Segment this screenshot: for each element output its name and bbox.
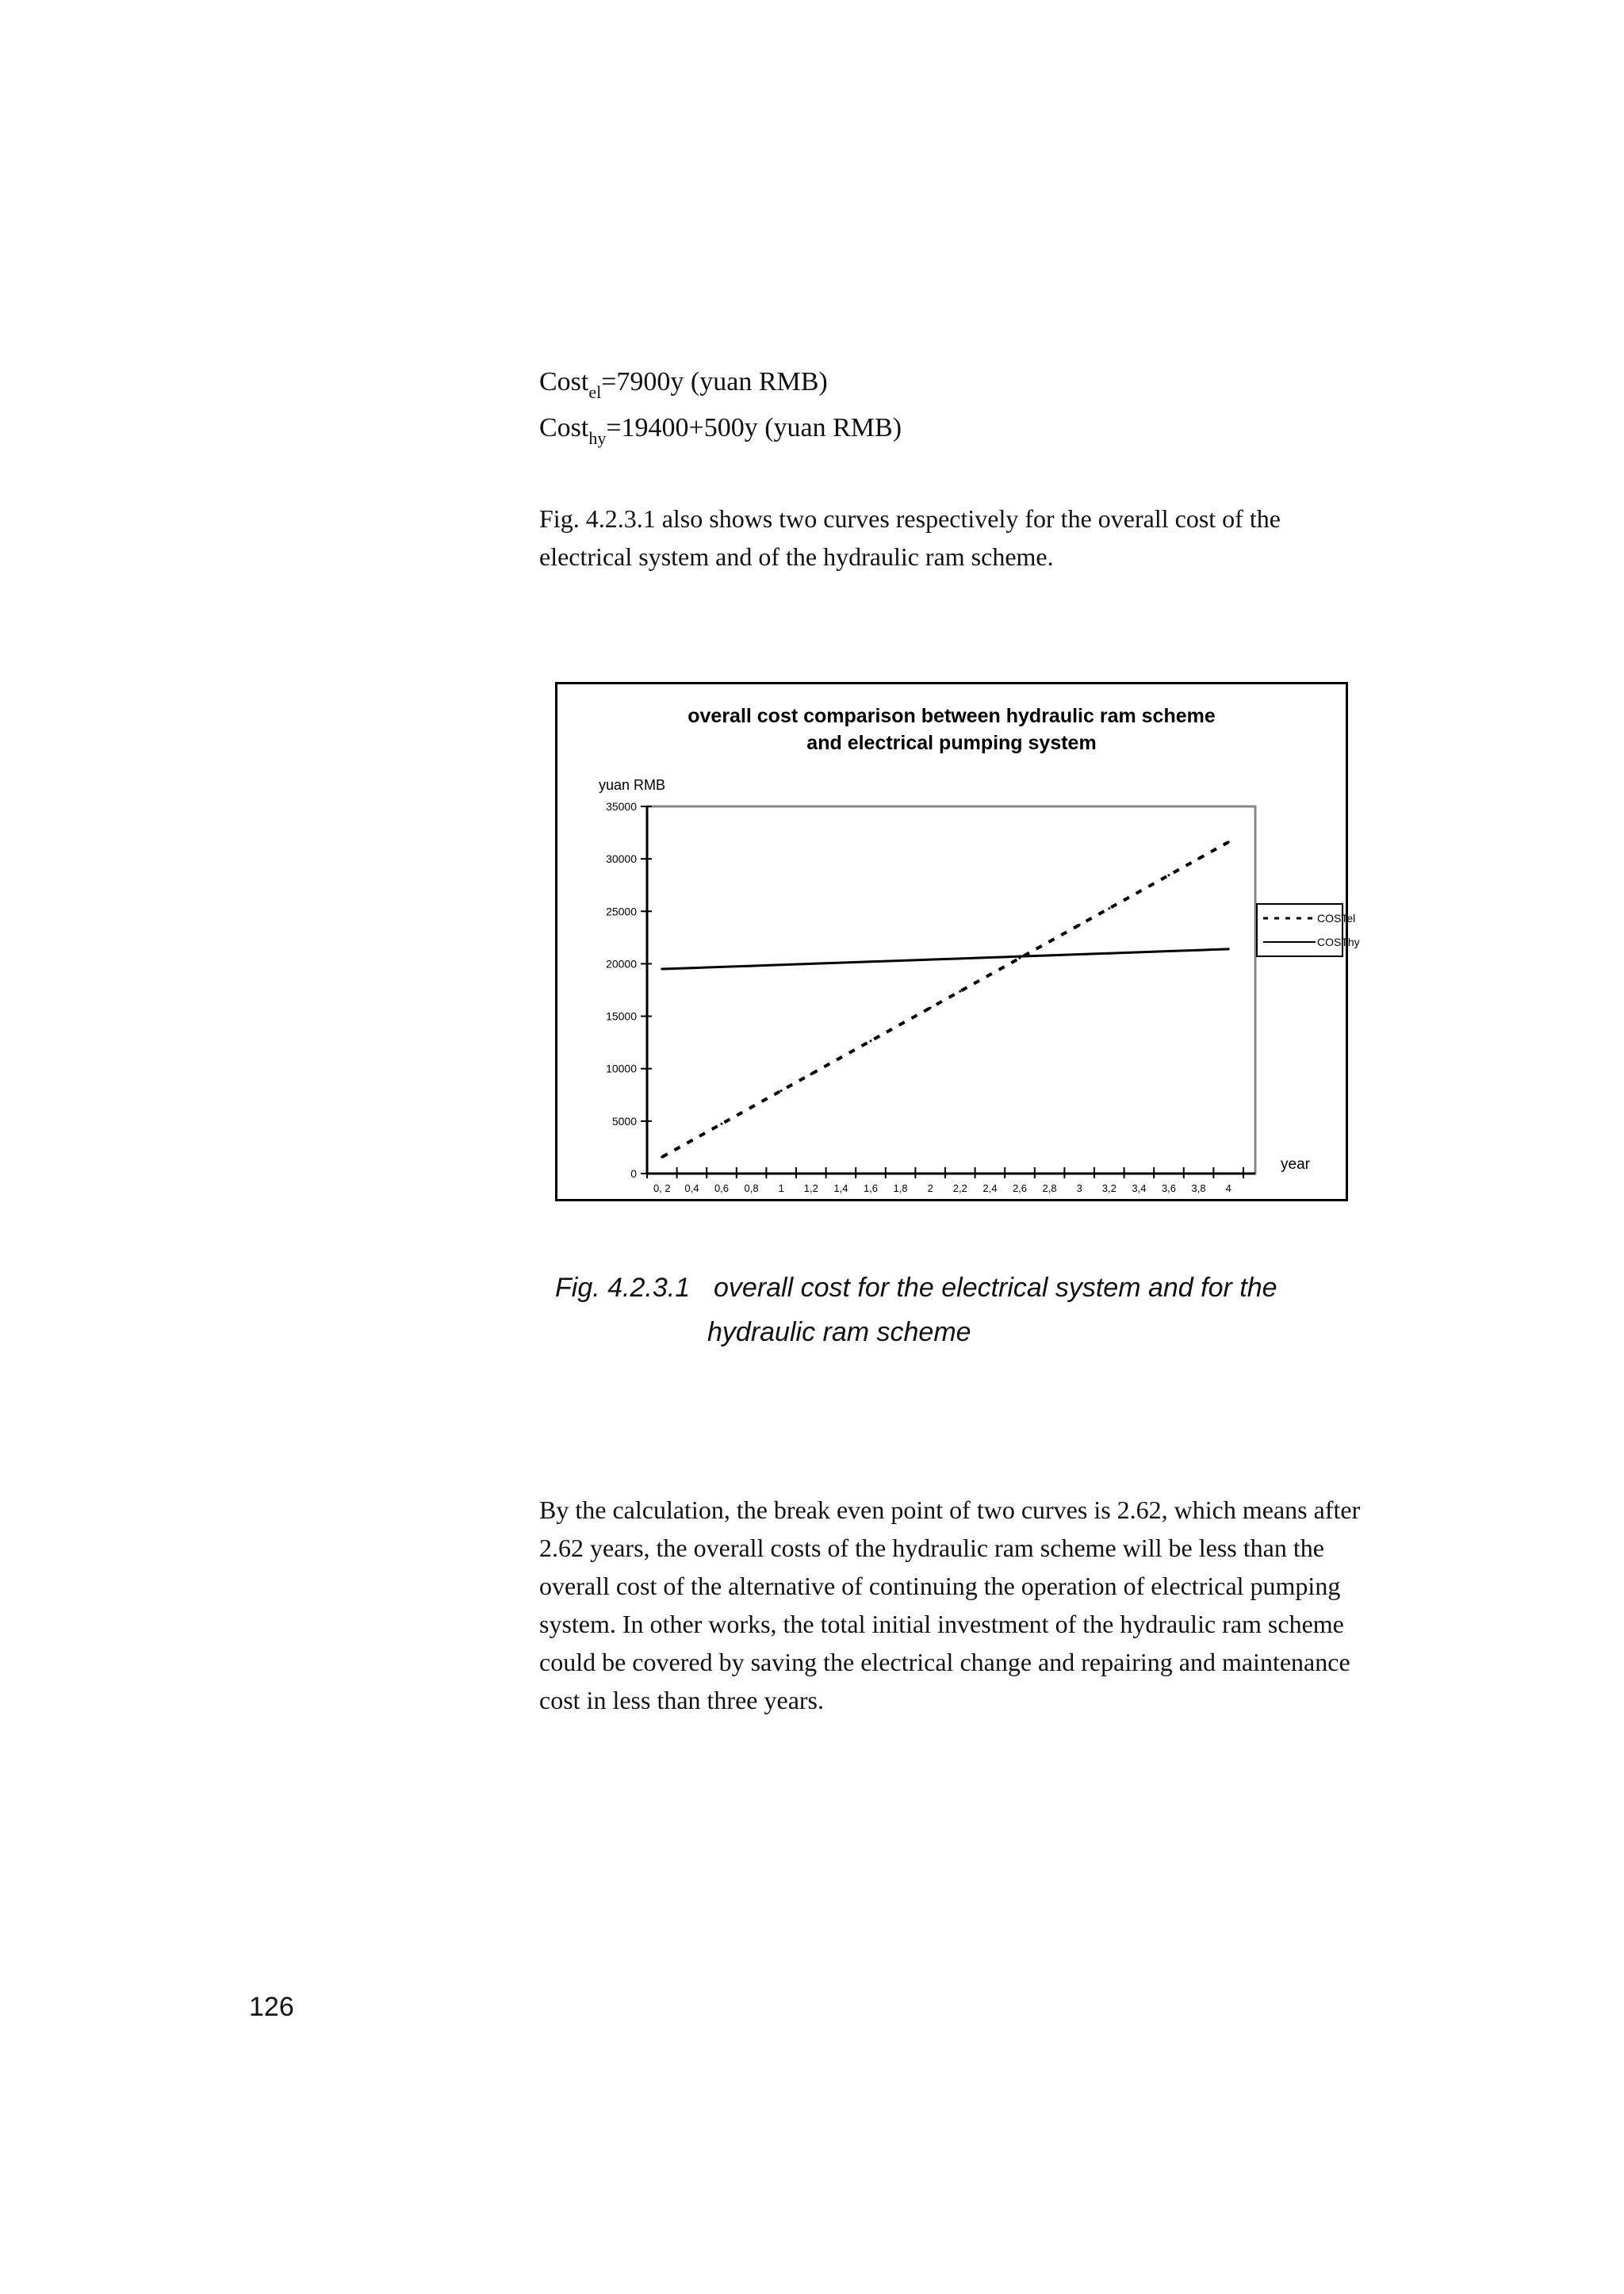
caption-text-line1: overall cost for the electrical system and for the: [714, 1273, 1277, 1303]
x-tick-label: 2,6: [1012, 1182, 1028, 1194]
data-point-costhy: [1048, 954, 1051, 956]
y-axis-label: yuan RMB: [599, 777, 666, 793]
chart-frame: [555, 682, 1360, 1201]
x-tick-label: 1,6: [863, 1182, 879, 1194]
page-number: 126: [249, 1992, 294, 2022]
x-tick-label: 0,4: [684, 1182, 699, 1194]
y-tick-label: 0: [630, 1167, 637, 1180]
chart-title-line2: and electrical pumping system: [806, 732, 1097, 754]
data-point-costhy: [840, 962, 842, 964]
data-point-costhy: [661, 968, 663, 971]
data-point-costel: [691, 1139, 693, 1142]
data-point-costel: [1048, 940, 1051, 943]
data-point-costel: [661, 1156, 663, 1158]
data-point-costhy: [989, 956, 991, 959]
data-point-costhy: [721, 966, 723, 968]
caption-number: Fig. 4.2.3.1: [555, 1273, 691, 1303]
cost-comparison-chart: [557, 684, 1360, 1199]
data-point-costel: [1168, 874, 1170, 876]
data-point-costel: [750, 1106, 753, 1109]
data-point-costhy: [1019, 956, 1021, 958]
x-tick-label: 2,4: [982, 1182, 998, 1194]
y-tick-label: 20000: [606, 957, 637, 971]
equation-el-rest: =7900y (yuan RMB): [601, 367, 828, 396]
data-point-costel: [989, 974, 991, 976]
data-point-costhy: [959, 957, 961, 959]
caption-line1: [555, 1266, 1277, 1310]
equation-cost-el: [539, 366, 828, 402]
data-point-costhy: [780, 963, 783, 966]
data-point-costel: [899, 1023, 902, 1025]
data-point-costhy: [1138, 951, 1140, 953]
data-point-costel: [1228, 841, 1230, 843]
data-point-costel: [1078, 924, 1081, 926]
data-point-costhy: [1078, 953, 1081, 956]
y-tick-label: 25000: [606, 905, 637, 918]
chart-legend: [1257, 904, 1360, 956]
data-point-costhy: [1228, 948, 1230, 950]
series-line-costel: [662, 842, 1228, 1157]
data-point-costhy: [810, 963, 812, 965]
y-tick-label: 10000: [606, 1062, 637, 1075]
x-tick-label: 2,2: [952, 1182, 967, 1194]
x-tick-label: 0,6: [714, 1182, 730, 1194]
legend-label-costel: COSTel: [1317, 912, 1356, 925]
x-tick-label: 3: [1076, 1182, 1082, 1194]
x-tick-label: 0,8: [744, 1182, 759, 1194]
x-axis-label: year: [1281, 1156, 1310, 1173]
plot-border: [647, 806, 1255, 1174]
y-tick-label: 15000: [606, 1009, 637, 1023]
x-tick-label: 2,8: [1042, 1182, 1057, 1194]
data-point-costhy: [691, 967, 693, 969]
x-tick-label: 1: [778, 1182, 784, 1194]
x-tick-label: 1,8: [893, 1182, 908, 1194]
caption-text-line2: hydraulic ram scheme: [707, 1317, 971, 1347]
figure-caption: [555, 1266, 1277, 1354]
data-point-costel: [959, 990, 961, 993]
x-tick-label: 1,4: [833, 1182, 848, 1194]
chart-title-line1: overall cost comparison between hydraulic ram scheme: [688, 705, 1216, 727]
equation-cost-hy: [539, 412, 902, 448]
y-tick-label: 35000: [606, 800, 637, 813]
x-tick-label: 2: [927, 1182, 933, 1194]
series-line-costhy: [662, 949, 1228, 969]
equation-el-subscript: el: [588, 382, 602, 402]
equation-hy-rest: =19400+500y (yuan RMB): [606, 413, 902, 442]
plot-area: [606, 800, 1255, 1194]
equation-el-base: Cost: [539, 367, 589, 396]
data-point-costhy: [1197, 949, 1200, 952]
y-tick-label: 5000: [611, 1114, 637, 1128]
x-tick-label: 3,8: [1191, 1182, 1206, 1194]
data-point-costel: [840, 1056, 842, 1059]
x-tick-label: 3,4: [1132, 1182, 1147, 1194]
data-point-costhy: [1168, 950, 1170, 952]
data-point-costel: [810, 1073, 812, 1075]
equation-hy-subscript: hy: [588, 428, 607, 448]
x-tick-label: 4: [1225, 1182, 1231, 1194]
legend-label-costhy: COSThy: [1317, 936, 1360, 948]
data-point-costel: [1108, 907, 1110, 910]
conclusion-paragraph: By the calculation, the break even point of two curves is 2.62, which means after 2.62 years, the overall costs of the hydraulic ram scheme will be less than the overall cost of the alternative of continuing the operation of electrical pumping system. In other works, the total initial investment of the hydraulic ram scheme could be covered by saving the electrical change and repairing and maintenance cost in less than three years.: [539, 1496, 1361, 1714]
data-point-costel: [1197, 857, 1200, 860]
data-point-costhy: [1108, 952, 1110, 955]
data-point-costel: [870, 1040, 872, 1042]
data-point-costel: [721, 1123, 723, 1125]
x-tick-label: 0, 2: [653, 1182, 671, 1194]
data-point-costhy: [750, 965, 753, 967]
intro-paragraph: Fig. 4.2.3.1 also shows two curves respectively for the overall cost of the electrical system and of the hydraulic ram scheme.: [539, 504, 1281, 571]
data-point-costhy: [870, 960, 872, 963]
data-point-costel: [1138, 890, 1140, 893]
data-point-costhy: [929, 959, 932, 961]
x-tick-label: 3,2: [1101, 1182, 1116, 1194]
data-point-costhy: [899, 959, 902, 962]
x-tick-label: 1,2: [803, 1182, 818, 1194]
y-tick-label: 30000: [606, 852, 637, 866]
data-point-costel: [780, 1090, 783, 1092]
x-tick-label: 3,6: [1161, 1182, 1177, 1194]
data-point-costel: [929, 1006, 932, 1009]
equation-hy-base: Cost: [539, 413, 589, 442]
